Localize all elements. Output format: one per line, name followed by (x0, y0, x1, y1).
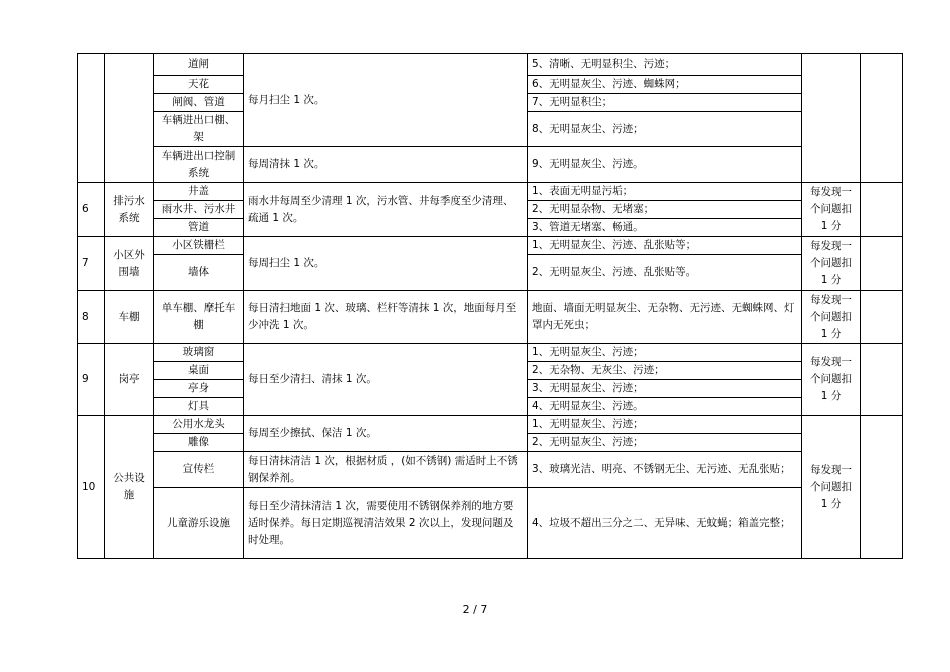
remark-cell (861, 416, 903, 559)
remark-cell (861, 291, 903, 344)
penalty-cell: 每发现一个问题扣 1 分 (802, 291, 861, 344)
item-cell: 儿童游乐设施 (154, 488, 244, 559)
item-cell: 井盖 (154, 183, 244, 201)
penalty-cell (802, 54, 861, 183)
row-number-cell: 7 (78, 237, 105, 291)
standard-cell: 7、无明显积尘； (528, 94, 802, 112)
remark-cell (861, 183, 903, 237)
facility-name-cell: 小区外围墙 (105, 237, 154, 291)
facility-name-cell: 公共设施 (105, 416, 154, 559)
row-number-cell: 8 (78, 291, 105, 344)
frequency-cell: 雨水井每周至少清理 1 次，污水管、井每季度至少清理、疏通 1 次。 (244, 183, 528, 237)
facility-name-cell: 岗亭 (105, 344, 154, 416)
item-cell: 小区铁栅栏 (154, 237, 244, 255)
standard-cell: 3、玻璃光洁、明亮、不锈钢无尘、无污迹、无乱张贴； (528, 452, 802, 488)
standard-cell: 1、表面无明显污垢； (528, 183, 802, 201)
cleaning-standards-table (77, 53, 903, 559)
frequency-cell: 每日清抹清洁 1 次，根据材质 ，(如不锈钢) 需适时上不锈钢保养剂。 (244, 452, 528, 488)
standard-cell: 6、无明显灰尘、污迹、蜘蛛网； (528, 76, 802, 94)
frequency-cell: 每日至少清扫、清抹 1 次。 (244, 344, 528, 416)
standard-cell: 4、无明显灰尘、污迹。 (528, 398, 802, 416)
penalty-cell: 每发现一个问题扣 1 分 (802, 183, 861, 237)
penalty-cell: 每发现一个问题扣 1 分 (802, 416, 861, 559)
frequency-cell: 每日至少清抹清洁 1 次，需要使用不锈钢保养剂的地方要适时保养。每日定期巡视清洁效果 2 次以上，发现问题及时处理。 (244, 488, 528, 559)
item-cell: 道闸 (154, 54, 244, 76)
item-cell: 墙体 (154, 255, 244, 291)
row-number-cell (78, 54, 105, 183)
standard-cell: 5、清晰、无明显积尘、污迹； (528, 54, 802, 76)
item-cell: 车辆进出口棚、架 (154, 112, 244, 147)
item-cell: 亭身 (154, 380, 244, 398)
item-cell: 闸阀、管道 (154, 94, 244, 112)
item-cell: 玻璃窗 (154, 344, 244, 362)
remark-cell (861, 237, 903, 291)
remark-cell (861, 54, 903, 183)
frequency-cell: 每月扫尘 1 次。 (244, 54, 528, 147)
row-number-cell: 9 (78, 344, 105, 416)
row-number-cell: 10 (78, 416, 105, 559)
standard-cell: 2、无明显杂物、无堵塞； (528, 201, 802, 219)
standard-cell: 2、无明显灰尘、污迹； (528, 434, 802, 452)
standard-cell: 2、无杂物、无灰尘、污迹； (528, 362, 802, 380)
item-cell: 宣传栏 (154, 452, 244, 488)
row-number-cell: 6 (78, 183, 105, 237)
standard-cell: 3、无明显灰尘、污迹； (528, 380, 802, 398)
standard-cell: 1、无明显灰尘、污迹； (528, 416, 802, 434)
frequency-cell: 每周清抹 1 次。 (244, 147, 528, 183)
item-cell: 单车棚、摩托车棚 (154, 291, 244, 344)
standard-cell: 3、管道无堵塞、畅通。 (528, 219, 802, 237)
item-cell: 桌面 (154, 362, 244, 380)
standard-cell: 8、无明显灰尘、污迹； (528, 112, 802, 147)
penalty-cell: 每发现一个问题扣 1 分 (802, 237, 861, 291)
item-cell: 公用水龙头 (154, 416, 244, 434)
item-cell: 天花 (154, 76, 244, 94)
penalty-cell: 每发现一个问题扣 1 分 (802, 344, 861, 416)
frequency-cell: 每日清扫地面 1 次、玻璃、栏杆等清抹 1 次，地面每月至少冲洗 1 次。 (244, 291, 528, 344)
facility-name-cell: 车棚 (105, 291, 154, 344)
standard-cell: 2、无明显灰尘、污迹、乱张贴等。 (528, 255, 802, 291)
standard-cell: 1、无明显灰尘、污迹、乱张贴等； (528, 237, 802, 255)
standard-cell: 4、垃圾不超出三分之二、无异味、无蚊蝇；箱盖完整； (528, 488, 802, 559)
item-cell: 雕像 (154, 434, 244, 452)
frequency-cell: 每周至少擦拭、保洁 1 次。 (244, 416, 528, 452)
standard-cell: 1、无明显灰尘、污迹； (528, 344, 802, 362)
item-cell: 车辆进出口控制系统 (154, 147, 244, 183)
item-cell: 管道 (154, 219, 244, 237)
item-cell: 雨水井、污水井 (154, 201, 244, 219)
remark-cell (861, 344, 903, 416)
standard-cell: 地面、墙面无明显灰尘、无杂物、无污迹、无蜘蛛网、灯罩内无死虫； (528, 291, 802, 344)
item-cell: 灯具 (154, 398, 244, 416)
facility-name-cell: 排污水系统 (105, 183, 154, 237)
page-number: 2 / 7 (462, 603, 488, 616)
facility-name-cell (105, 54, 154, 183)
standard-cell: 9、无明显灰尘、污迹。 (528, 147, 802, 183)
frequency-cell: 每周扫尘 1 次。 (244, 237, 528, 291)
